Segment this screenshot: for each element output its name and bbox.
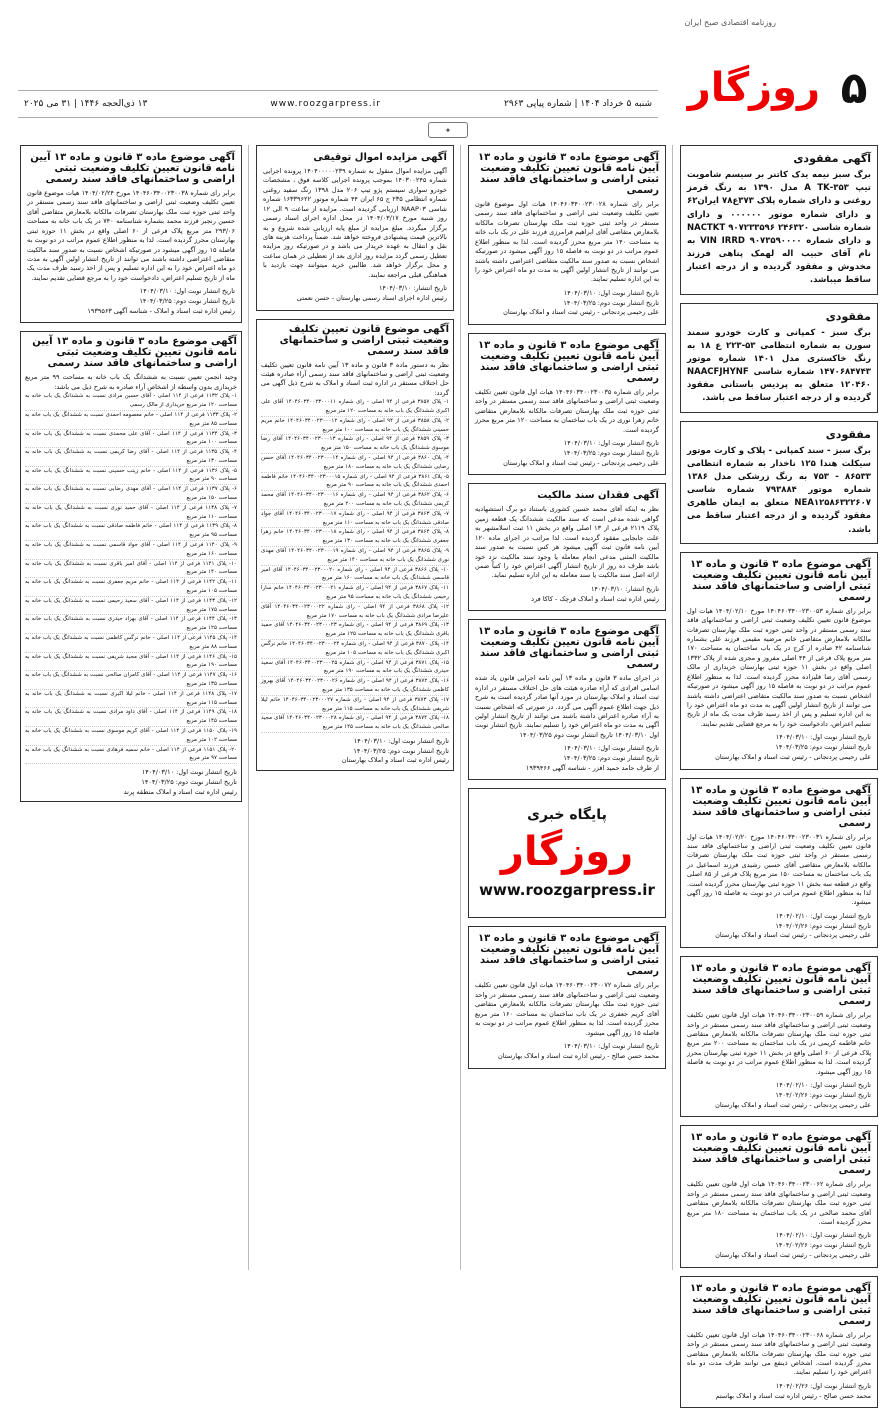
list-item: ۲- پلاک ۳۸۵۸ فرعی از ۹۴ اصلی - رای شماره ۱۴۰۴۶۰۳۴۰۰۲۳۰۰۰۱۲ خانم مریم حسینی ششدانگ یک باب خانه به مساحت ۱۰۰ متر مربع: [261, 417, 449, 436]
publish-date-2: تاریخ انتشار نوبت دوم: ۱۴۰۴/۰۳/۲۵: [139, 296, 235, 305]
publish-date-1: تاریخ انتشار نوبت اول: ۱۴۰۴/۰۳/۱۰: [775, 733, 871, 742]
date-persian: شنبه ۵ خرداد ۱۴۰۴: [580, 99, 652, 109]
list-item: ۱۳- پلاک ۱۱۴۴ فرعی از ۱۱۴ اصلی - آقای بهزاد حیدری نسبت به ششدانگ یک باب خانه به مساحت ۱۲۵ متر مربع: [25, 615, 237, 634]
notice-footer: [475, 744, 659, 773]
center-ornament-icon: ✦: [428, 122, 468, 138]
signer: محمد حسن صالح - رئیس اداره ثبت اسناد و املاک بهاستم: [715, 1391, 871, 1400]
publish-date-2: تاریخ انتشار نوبت دوم: ۱۴۰۴/۰۳/۲۵: [141, 777, 237, 786]
list-item: ۱۸- پلاک ۳۸۷۴ فرعی از ۹۴ اصلی - رای شماره ۱۴۰۴۶۰۳۴۰۰۲۳۰۰۰۲۸ آقای مجید صالحی ششدانگ یک باب خانه به مساحت ۱۴۵ متر مربع: [261, 714, 449, 733]
publish-date-1: تاریخ انتشار نوبت اول: ۱۴۰۴/۰۳/۱۰: [563, 744, 659, 753]
list-item: ۱- پلاک ۳۸۵۷ فرعی از ۹۴ اصلی - رای شماره ۱۴۰۴۶۰۳۴۰۰۲۳۰۰۰۱۱ آقای علی اکبری ششدانگ یک باب خانه به مساحت ۱۲۰ متر مربع: [261, 398, 449, 417]
rulings-list-notice: [256, 319, 454, 772]
notice-intro: وحید انجمن تعیین نسبت به ششدانگ یک باب خانه به مساحت ۹۹ متر مربع خریداری بدون واسطه از اشخاص آراء صادره به شرح ذیل می باشد:: [25, 373, 237, 391]
notice-body: برگ سبز نیمه یدک کاتنر بر سیسم شامویت تیپ ۳۵۳-A TK مدل ۱۳۹۰ به رنگ قرمز روغنی و دارای شماره پلاک ۳۷۳ع۷۸ ایران۶۲ و دارای شماره موتور ۰۰۰۰۰۰ و دارای شماره شاسی NACTKT ۹۰۷۲۳۳۵۹۶ ۲۴۶۳۲۰ و دارای شماره VIN IRRD ۹۰۷۳۵۹۰۰۰۰ به نام آقای حبیب اله لهمک پناهی فرزند مخدوش و مفقود گردیده و از درجه اعتبار ساقط میباشد.: [687, 170, 871, 286]
notice-footer: [475, 585, 659, 605]
notice-body: برابر رای شماره ۱۴۰۴۶۰۳۴۰۰۲۳۰۰۳۵ هیات اول قانون تعیین تکلیف وضعیت ثبتی اراضی و ساختمانهای فاقد سند رسمی مستقر در واحد ثبتی حوزه ثبت ملک بهارستان تصرفات مالکانه بلامعارض متقاضی خانم زهرا نوری در یک باب ساختمان به مساحت ۱۲۰ متر مربع محرز گردیده است.: [475, 388, 660, 434]
signer: رئیس اداره ثبت اسناد و املاک - شناسه آگهی ۱۹۳۹۵۶۳: [87, 306, 235, 315]
notice-body: برابر رای شماره ۱۴۰۴۶۰۳۴۰۰۲۳۰۰۵۳ مورخ ۱۴۰۴/۰۲/۱۰ هیات اول موضوع قانون تعیین تکلیف وضعیت ثبتی اراضی و ساختمانهای فاقد سند رسمی مستقر در واحد ثبتی حوزه ثبت ملک بهارستان تصرفات مالکانه بلامعارض متقاضی خانم مرضیه مقیمی فرزند علی بشماره شناسنامه ۴۲ صادره از کرج در یک باب ساختمان به مساحت ۱۷۰ متر مربع پلاک فرعی از ۴۴ اصلی مفروز و مجزی شده از پلاک ۱۳۳۲ اصلی واقع در بخش ۱۱ حوزه ثبتی بهارستان خریداری از مالک رسمی آقای رضا قلیزاده محرز گردیده است. لذا به منظور اطلاع عموم مراتب در دو نوبت به فاصله ۱۵ روز آگهی میشود در صورتیکه اشخاص نسبت به صدور سند مالکیت متقاضی اعتراضی داشته باشند می توانند از تاریخ انتشار اولین آگهی به مدت دو ماه اعتراض خود را به این اداره تسلیم و پس از اخذ رسید ظرف مدت یک ماه از تاریخ تسلیم اعتراض، دادخواست خود را به مرجع قضایی تقدیم نمایند.: [687, 606, 872, 728]
notice-footer: [261, 737, 449, 766]
notice-body: برابر رای شماره ۱۴۰۴۶۰۳۴۰۰۲۳۰۰۲۸ هیات اول موضوع قانون تعیین تکلیف وضعیت ثبتی اراضی و ساختمانهای فاقد سند رسمی مستقر در واحد ثبتی حوزه ثبت ملک بهارستان تصرفات مالکانه بلامعارض متقاضی آقای ابراهیم فرامرزی فرزند علی در یک باب خانه به مساحت ۱۴۰ متر مربع محرز گردیده است. لذا به منظور اطلاع عموم مراتب در دو نوبت به فاصله ۱۵ روز آگهی میشود در صورتیکه اشخاص نسبت به صدور سند مالکیت متقاضی اعتراضی داشته باشند می توانند از تاریخ انتشار اولین آگهی به مدت دو ماه اعتراض خود را به این اداره تسلیم نمایند.: [475, 200, 659, 284]
notice-title: آگهی موضوع ماده ۳ قانون و ماده ۱۳ آیین نامه قانون تعیین تکلیف وضعیت ثبتی اراضی و ساختمانهای فاقد سند رسمی: [690, 1132, 871, 1177]
notice-footer: [263, 284, 447, 304]
column-1: [680, 145, 878, 1400]
notice-footer: [687, 1231, 871, 1260]
signer: علی رحیمی پردنجانی - رئیس ثبت اسناد و املاک بهارستان: [715, 1100, 871, 1109]
brand-logo[interactable]: [678, 48, 878, 128]
publish-date-2: تاریخ انتشار نوبت دوم: ۱۴۰۴/۰۳/۲۵: [563, 448, 659, 457]
notice-body: برابر رای شماره ۱۴۰۴۶۰۳۴۰۰۲۳۰۰۷۲ هیات اول قانون تعیین تکلیف وضعیت ثبتی اراضی و ساختمانهای فاقد سند رسمی مستقر در واحد ثبتی حوزه ثبت ملک بهارستان تصرفات مالکانه بلامعارض متقاضی آقای کریم جعفری در یک باب ساختمان به مساحت ۱۶۰ متر مربع محرز گردیده است. لذا به منظور اطلاع عموم مراتب در دو نوبت به فاصله ۱۵ روز آگهی میشود.: [475, 981, 660, 1037]
publish-date-2: تاریخ انتشار نوبت دوم: ۱۴۰۴/۰۳/۲۵: [775, 743, 871, 752]
notice-body: برگ سبز - کمپانی و کارت خودرو سمند سورن به شماره انتظامی ۵۳-۲۲۳ ع ۱۸ به رنگ خاکستری مدل ۱۴۰۱ شماره موتور ۱۴۷۰۶۸۴۷۴۳ شماره شاسی NAACFJHYNF ۱۲۰۴۶۰ متعلق به پردیس باستانی مفقود گردیده و از درجه اعتبار ساقط می باشد.: [687, 327, 872, 404]
notice-body: برابر رای شماره ۱۴۰۴۶۰۳۴۰۰۲۳۰۰۶۸ هیات اول قانون تعیین تکلیف وضعیت ثبتی اراضی و ساختمانهای فاقد سند رسمی مستقر در واحد ثبتی حوزه ثبت ملک بهارستان تصرفات مالکانه بلامعارض متقاضی محرز گردیده است. اشخاص ذینفع می توانند ظرف مدت دو ماه اعتراض خود را تسلیم نمایند.: [687, 1330, 871, 1377]
list-item: ۱۳- پلاک ۳۸۶۹ فرعی از ۹۴ اصلی - رای شماره ۱۴۰۴۶۰۳۴۰۰۲۳۰۰۰۲۳ آقای حمید باقری ششدانگ یک باب خانه به مساحت ۱۲۵ متر مربع: [261, 621, 449, 640]
lost-notice: [680, 303, 878, 413]
notice-body: برابر رای شماره ۱۴۰۴۶۰۳۴۰۰۲۳۰۰۶۲ هیات اول قانون تعیین تکلیف وضعیت ثبتی اراضی و ساختمانهای فاقد سند رسمی مستقر در واحد ثبتی حوزه ثبت ملک بهارستان تصرفات مالکانه بلامعارض متقاضی آقای محمد صالحی در یک باب ساختمان به مساحت ۱۸۰ متر مربع محرز گردیده است.: [687, 1180, 872, 1227]
list-item: ۹- پلاک ۱۱۴۰ فرعی از ۱۱۴ اصلی - آقای جواد قاسمی نسبت به ششدانگ یک باب خانه به مساحت ۱۶۰ متر مربع: [25, 541, 237, 560]
notice-title: آگهی موضوع ماده ۳ قانون و ماده ۱۳ آیین نامه قانون تعیین تکلیف وضعیت ثبتی اراضی و ساختمانهای فاقد سند رسمی: [478, 933, 659, 978]
publish-date-1: تاریخ انتشار: ۱۴۰۴/۰۳/۱۰: [378, 284, 447, 293]
list-item: ۵- پلاک ۱۱۳۶ فرعی از ۱۱۴ اصلی - خانم زینب حسینی نسبت به ششدانگ یک باب خانه به مساحت ۹۰ متر مربع: [25, 467, 237, 486]
notice-title: آگهی موضوع ماده ۳ قانون و ماده ۱۳ آیین نامه قانون تعیین تکلیف وضعیت ثبتی اراضی و ساختمانهای فاقد سند رسمی: [690, 558, 871, 603]
publish-date-1: تاریخ انتشار نوبت اول: ۱۴۰۴/۰۲/۱۰: [775, 911, 871, 920]
list-item: ۳- پلاک ۱۱۳۴ فرعی از ۱۱۴ اصلی - آقای علی محمدی نسبت به ششدانگ یک باب خانه به مساحت ۱۰۰ متر مربع: [25, 430, 237, 449]
publish-date-1: تاریخ انتشار نوبت اول: ۱۴۰۴/۰۲/۱۰: [775, 1081, 871, 1090]
slogan: روزنامه اقتصادی صبح ایران: [684, 18, 776, 27]
registry-notice: [468, 333, 666, 475]
date-gregorian: ۳۱ می ۲۰۲۵: [24, 99, 72, 109]
promo-url[interactable]: www.roozgarpress.ir: [479, 881, 655, 900]
lost-deed-notice: [468, 483, 666, 611]
list-item: ۱۷- پلاک ۱۱۴۸ فرعی از ۱۱۴ اصلی - خانم لیلا اکبری نسبت به ششدانگ یک باب خانه به مساحت ۱۱۵ متر مربع: [25, 690, 237, 709]
registry-notice: [468, 926, 666, 1068]
notice-footer: [475, 289, 659, 318]
registry-notice: [680, 1125, 878, 1267]
column-divider: [460, 145, 461, 1270]
list-item: ۳- پلاک ۳۸۵۹ فرعی از ۹۴ اصلی - رای شماره ۱۴۰۴۶۰۳۴۰۰۲۳۰۰۰۱۳ آقای رضا موسوی ششدانگ یک باب خانه به مساحت ۱۵۰ متر مربع: [261, 435, 449, 454]
list-item: ۱۵- پلاک ۳۸۷۱ فرعی از ۹۴ اصلی - رای شماره ۱۴۰۴۶۰۳۴۰۰۲۳۰۰۰۲۵ آقای سعید حیدری ششدانگ یک باب خانه به مساحت ۱۹۰ متر مربع: [261, 659, 449, 678]
column-divider: [248, 145, 249, 1270]
notice-footer: [687, 912, 871, 941]
list-item: ۲- پلاک ۱۱۳۳ فرعی از ۱۱۴ اصلی - خانم معصومه احمدی نسبت به ششدانگ یک باب خانه به مساحت ۸۵ متر مربع: [25, 411, 237, 430]
list-item: ۷- پلاک ۳۸۶۳ فرعی از ۹۴ اصلی - رای شماره ۱۴۰۴۶۰۳۴۰۰۲۳۰۰۰۱۷ آقای جواد صادقی ششدانگ یک باب خانه به مساحت ۱۱۰ متر مربع: [261, 510, 449, 529]
publish-date-1: تاریخ انتشار نوبت اول: ۱۴۰۴/۰۳/۱۰: [141, 768, 237, 777]
notice-footer: [25, 768, 237, 797]
notice-title: آگهی موضوع ماده ۳ قانون و ماده ۱۳ آیین نامه قانون تعیین تکلیف وضعیت ثبتی اراضی و ساختمانهای فاقد سند رسمی: [32, 336, 237, 370]
notice-footer: [475, 1042, 659, 1062]
dates-other: ۱۳ ذی‌الحجه ۱۴۴۶ | ۳۱ می ۲۰۲۵: [24, 99, 148, 109]
notice-title: آگهی موضوع ماده ۳ قانون و ماده ۱۳ آیین نامه قانون تعیین تکلیف وضعیت ثبتی اراضی و ساختمانهای فاقد سند رسمی: [478, 152, 659, 196]
notice-title: آگهی موضوع ماده ۳ قانون و ماده ۱۳ آیین نامه قانون تعیین تکلیف وضعیت ثبتی اراضی و ساختمانهای فاقد سند رسمی: [690, 1282, 871, 1327]
list-item: ۱۲- پلاک ۱۱۴۳ فرعی از ۱۱۴ اصلی - آقای سعید رحیمی نسبت به ششدانگ یک باب خانه به مساحت ۱۷۵ متر مربع: [25, 597, 237, 616]
notice-footer: [687, 1081, 871, 1110]
list-item: ۱۶- پلاک ۱۱۴۷ فرعی از ۱۱۴ اصلی - آقای کامران صالحی نسبت به ششدانگ یک باب خانه به مساحت ۱۳۵ متر مربع: [25, 671, 237, 690]
list-item: ۱۲- پلاک ۳۸۶۸ فرعی از ۹۴ اصلی - رای شماره ۱۴۰۴۶۰۳۴۰۰۲۳۰۰۰۲۲ آقای علیرضا مرادی ششدانگ یک باب خانه به مساحت ۱۷۰ متر مربع: [261, 603, 449, 622]
list-item: ۱۱- پلاک ۱۱۴۲ فرعی از ۱۱۴ اصلی - خانم مریم جعفری نسبت به ششدانگ یک باب خانه به مساحت ۱۰۵ متر مربع: [25, 578, 237, 597]
notice-title: آگهی مزایده اموال توقیفی: [313, 152, 447, 163]
notice-title: آگهی موضوع ماده ۳ قانون و ماده ۱۳ آیین نامه قانون تعیین تکلیف وضعیت ثبتی اراضی و ساختمانهای فاقد سند رسمی: [30, 152, 235, 185]
list-item: ۵- پلاک ۳۸۶۱ فرعی از ۹۴ اصلی - رای شماره ۱۴۰۴۶۰۳۴۰۰۲۳۰۰۰۱۵ خانم فاطمه احمدی ششدانگ یک باب خانه به مساحت ۹۰ متر مربع: [261, 473, 449, 492]
registry-notice: [468, 619, 666, 780]
publish-date-2: تاریخ انتشار نوبت دوم: ۱۴۰۴/۰۲/۲۶: [775, 1090, 871, 1099]
list-item: ۱۰- پلاک ۱۱۴۱ فرعی از ۱۱۴ اصلی - آقای امیر باقری نسبت به ششدانگ یک باب خانه به مساحت ۱۴۰ متر مربع: [25, 560, 237, 579]
notice-body: نظر به اینکه آقای محمد حسین کشوری باستناد دو برگ استشهادیه گواهی شده مدعی است که سند مالکیت ششدانگ یک قطعه زمین پلاک ۲۱۱۹ فرعی از ۱۳ اصلی واقع در بخش ۱۱ ثبت اسلامشهر به علت جابجایی مفقود گردیده است. لذا مراتب در اجرای ماده ۱۲۰ آیین نامه قانون ثبت آگهی میشود هر کس نسبت به صدور سند مالکیت المثنی مدعی انجام معامله یا وجود سند مالکیت نزد خود باشد ظرف ده روز از تاریخ انتشار آگهی اعتراض خود را کتباً ضمن ارائه اصل سند مالکیت یا سند معامله به این اداره تسلیم نماید.: [475, 505, 660, 580]
issue-number: شماره پیاپی ۲۹۶۳: [504, 99, 572, 109]
registry-notice: [680, 778, 878, 949]
date-hijri: ۱۳ ذی‌الحجه ۱۴۴۶: [79, 99, 148, 109]
list-item: ۴- پلاک ۳۸۶۰ فرعی از ۹۴ اصلی - رای شماره ۱۴۰۴۶۰۳۴۰۰۲۳۰۰۰۱۴ آقای حسن رضایی ششدانگ یک باب خانه به مساحت ۱۸۰ متر مربع: [261, 454, 449, 473]
brand-name: [688, 65, 820, 111]
signer: رئیس اداره ثبت اسناد و املاک قرچک - کاکا فرد: [531, 594, 659, 603]
registry-notice: [20, 145, 242, 323]
publish-date-1: تاریخ انتشار نوبت اول: ۱۴۰۴/۰۳/۱۰: [563, 1042, 659, 1051]
list-item: ۱۸- پلاک ۱۱۴۹ فرعی از ۱۱۴ اصلی - آقای داود مرادی نسبت به ششدانگ یک باب خانه به مساحت ۱۴۵ متر مربع: [25, 708, 237, 727]
publish-date-1: تاریخ انتشار نوبت اول: ۱۴۰۴/۰۳/۱۰: [139, 287, 235, 296]
notice-title: آگهی موضوع قانون تعیین تکلیف وضعیت ثبتی اراضی و ساختمانهای فاقد سند رسمی: [279, 323, 449, 357]
list-item: ۱۵- پلاک ۱۱۴۶ فرعی از ۱۱۴ اصلی - آقای مجید شریفی نسبت به ششدانگ یک باب خانه به مساحت ۱۹۰ متر مربع: [25, 653, 237, 672]
registry-notice: [468, 145, 666, 325]
publish-date-2: تاریخ انتشار نوبت دوم: ۱۴۰۴/۰۳/۲۵: [563, 753, 659, 762]
promo-brand: [501, 829, 633, 875]
notice-footer: [687, 733, 871, 762]
list-item: ۱۴- پلاک ۱۱۴۵ فرعی از ۱۱۴ اصلی - خانم نرگس کاظمی نسبت به ششدانگ یک باب خانه به مساحت ۸۸ متر مربع: [25, 634, 237, 653]
signer: از طرف حامد حمید افزر - شناسه آگهی ۱۹۳۹۴۶۶: [525, 763, 659, 772]
masthead: [18, 18, 878, 133]
registry-notice: [680, 956, 878, 1117]
rulings-list: [25, 392, 237, 764]
list-item: ۴- پلاک ۱۱۳۵ فرعی از ۱۱۴ اصلی - آقای رضا کریمی نسبت به ششدانگ یک باب خانه به مساحت ۱۳۰ متر مربع: [25, 448, 237, 467]
notice-title: آگهی موضوع ماده ۳ قانون و ماده ۱۳ آیین نامه قانون تعیین تکلیف وضعیت ثبتی اراضی و ساختمانهای فاقد سند رسمی: [478, 340, 659, 385]
signer: علی رحیمی پردنجانی - رئیس ثبت اسناد و املاک بهارستان: [715, 752, 871, 761]
notice-title: مفقودی: [825, 309, 871, 323]
list-item: ۸- پلاک ۱۱۳۹ فرعی از ۱۱۴ اصلی - خانم فاطمه صادقی نسبت به ششدانگ یک باب خانه به مساحت ۹۵ متر مربع: [25, 522, 237, 541]
news-site-promo[interactable]: [468, 788, 666, 918]
notice-body: برگ سبز - سند کمپانی - پلاک و کارت موتور سیکلت هندا ۱۲۵ ناخدار به شماره انتظامی ۸۶۵۳۳ - ۷۵۳ به رنگ زرشکی مدل ۱۳۸۶ شماره موتور ۷۹۳۸۸۴ شماره شاسی NEA۱۲۵۸۶۳۲۲۶۰۷ متعلق به ایمان طاهری مفقود گردیده و از درجه اعتبار ساقط می باشد.: [687, 445, 871, 535]
publish-date-2: تاریخ انتشار نوبت دوم: ۱۴۰۴/۰۳/۲۵: [563, 298, 659, 307]
notice-footer: [475, 439, 659, 468]
column-2: [468, 145, 666, 1270]
registry-notice: [680, 1276, 878, 1408]
notice-footer: [687, 1382, 871, 1402]
publish-date-2: تاریخ انتشار نوبت دوم: ۱۴۰۴/۰۳/۲۵: [353, 746, 449, 755]
publish-date-1: تاریخ انتشار نوبت اول: ۱۴۰۴/۰۳/۱۰: [563, 439, 659, 448]
signer: رئیس اداره ثبت اسناد و املاک بهارستان: [341, 756, 449, 765]
list-item: ۲۰- پلاک ۱۱۵۱ فرعی از ۱۱۴ اصلی - خانم سمیه فرهادی نسبت به ششدانگ یک باب خانه به مساحت ۹۷ متر مربع: [25, 746, 237, 765]
signer: علی رحیمی پردنجانی - رئیس ثبت اسناد و املاک بهارستان: [715, 1250, 871, 1259]
issue-bar: [18, 90, 658, 118]
notice-title: آگهی فقدان سند مالکیت: [537, 490, 659, 502]
list-item: ۹- پلاک ۳۸۶۵ فرعی از ۹۴ اصلی - رای شماره ۱۴۰۴۶۰۳۴۰۰۲۳۰۰۰۱۹ آقای مهدی نوری ششدانگ یک باب خانه به مساحت ۱۴۰ متر مربع: [261, 547, 449, 566]
column-3: [256, 145, 454, 1270]
list-item: ۱۱- پلاک ۳۸۶۷ فرعی از ۹۴ اصلی - رای شماره ۱۴۰۴۶۰۳۴۰۰۲۳۰۰۰۲۱ خانم سارا رحیمی ششدانگ یک باب خانه به مساحت ۹۵ متر مربع: [261, 584, 449, 603]
rulings-list: [261, 398, 449, 733]
publish-date-1: تاریخ انتشار نوبت اول: ۱۴۰۴/۰۳/۱۰: [353, 736, 449, 745]
notice-title: آگهی موضوع ماده ۳ قانون و ماده ۱۳ آیین نامه قانون تعیین تکلیف وضعیت ثبتی اراضی و ساختمانهای فاقد سند رسمی: [478, 626, 659, 671]
notice-title: آگهی موضوع ماده ۳ قانون و ماده ۱۳ آیین نامه قانون تعیین تکلیف وضعیت ثبتی اراضی و ساختمانهای فاقد سند رسمی: [690, 963, 871, 1008]
issue-date: شنبه ۵ خرداد ۱۴۰۴ | شماره پیاپی ۲۹۶۳: [504, 99, 652, 109]
notice-title: آگهی موضوع ماده ۳ قانون و ماده ۱۳ آیین نامه قانون تعیین تکلیف وضعیت ثبتی اراضی و ساختمانهای فاقد سند رسمی: [690, 784, 871, 829]
notice-body: برابر رای شماره ۱۴۰۴۶۰۳۴۰۰۲۳۰۰۵۹ هیات اول قانون تعیین تکلیف وضعیت ثبتی اراضی و ساختمانهای فاقد سند رسمی مستقر در واحد ثبتی حوزه ثبت ملک بهارستان تصرفات مالکانه بلامعارض متقاضی خانم فاطمه کریمی در یک باب ساختمان به مساحت ۲۰۰ متر مربع پلاک فرعی از ۶۰ اصلی واقع در بخش ۱۱ حوزه ثبتی بهارستان محرز گردیده است. لذا به منظور اطلاع عموم مراتب در دو نوبت به فاصله ۱۵ روز آگهی میشود.: [687, 1011, 872, 1076]
promo-brand-text: روزگار: [500, 829, 634, 876]
notice-footer: [27, 287, 235, 316]
auction-notice: [256, 145, 454, 311]
list-item: ۶- پلاک ۱۱۳۷ فرعی از ۱۱۴ اصلی - آقای مهدی رضایی نسبت به ششدانگ یک باب خانه به مساحت ۱۵۰ متر مربع: [25, 485, 237, 504]
publish-date-1: تاریخ انتشار: ۱۴۰۴/۰۳/۱۰: [590, 584, 659, 593]
signer: علی رحیمی پردنجانی - رئیس ثبت اسناد و املاک بهارستان: [503, 458, 659, 467]
notice-title: آگهی مفقودی: [793, 152, 871, 165]
publish-date-1: تاریخ انتشار نوبت اول: ۱۴۰۴/۰۲/۲۶: [775, 1381, 871, 1390]
notice-body: در اجرای ماده ۳ قانون و ماده ۱۳ آیین نامه اجرایی قانون یاد شده اسامی افرادی که آراء صادره هیئت های حل اختلاف مستقر در اداره ثبت اسناد و املاک بهارستان در مورد آنها صادر گردیده است به شرح ذیل جهت اطلاع عموم آگهی می گردد. در صورتی که اشخاص نسبت به آراء صادره اعتراض داشته باشند می توانند از تاریخ انتشار اولین آگهی به مدت دو ماه اعتراض خود را تسلیم نمایند. تاریخ انتشار نوبت اول ۱۴۰۴/۰۳/۱۰ تاریخ انتشار نوبت دوم ۱۴۰۴/۰۳/۲۵: [475, 674, 659, 739]
brand-text: روزگار: [687, 65, 820, 111]
notice-body: برابر رای شماره ۱۴۰۴۶۰۳۴۰۰۲۳۰۰۳۸ مورخ ۱۴۰۴/۰۲/۲۴ هیات موضوع قانون تعیین تکلیف وضعیت ثبتی اراضی و ساختمانهای فاقد سند رسمی مستقر در واحد ثبتی حوزه ثبت ملک بهارستان تصرفات مالکانه بلامعارض متقاضی آقای حسین رنجبر فرزند محمد بشماره شناسنامه ۷۴۰ در یک باب خانه به مساحت ۲۹۳/۰۶ متر مربع پلاک فرعی از ۶۰ اصلی واقع در بخش ۱۱ حوزه ثبتی بهارستان محرز گردیده است. لذا به منظور اطلاع عموم مراتب در دو نوبت به فاصله ۱۵ روز آگهی میشود در صورتیکه اشخاص نسبت به صدور سند مالکیت متقاضی اعتراضی داشته باشند می توانند از تاریخ انتشار اولین آگهی به مدت دو ماه اعتراض خود را به این اداره تسلیم و پس از اخذ رسید ظرف مدت یک ماه از تاریخ تسلیم اعتراض، دادخواست خود را به مرجع قضایی تقدیم نمایند.: [27, 189, 236, 282]
list-item: ۱۴- پلاک ۳۸۷۰ فرعی از ۹۴ اصلی - رای شماره ۱۴۰۴۶۰۳۴۰۰۲۳۰۰۰۲۴ خانم نرگس اکبری ششدانگ یک باب خانه به مساحت ۱۰۵ متر مربع: [261, 640, 449, 659]
promo-title: پایگاه خبری: [527, 807, 607, 824]
publish-date-1: تاریخ انتشار نوبت اول: ۱۴۰۴/۰۳/۱۰: [563, 288, 659, 297]
lost-notice: [680, 421, 878, 544]
notice-body: برابر رای شماره ۱۴۰۴۶۰۳۴۰۰۲۳۰۰۳۱ مورخ ۱۴۰۴/۰۲/۲۰ هیات اول قانون تعیین تکلیف وضعیت ثبتی اراضی و ساختمانهای فاقد سند رسمی مستقر در واحد ثبتی حوزه ثبت ملک بهارستان تصرفات مالکانه بلامعارض متقاضی آقای حسین رشیدی فرزند اسماعیل در یک باب ساختمان به مساحت ۱۵۰ متر مربع پلاک فرعی از ۸۵ اصلی واقع در قطعه سه بخش ۱۱ حوزه ثبتی بهارستان محرز گردیده است. لذا به منظور اطلاع عموم مراتب در دو نوبت به فاصله ۱۵ روز آگهی میشود.: [687, 832, 872, 907]
signer: علی رحیمی پردنجانی - رئیس ثبت اسناد و املاک بهارستان: [715, 931, 871, 940]
site-url[interactable]: www.roozgarpress.ir: [270, 99, 381, 109]
lost-notice: [680, 145, 878, 295]
notice-title: مفقودی: [825, 427, 871, 441]
list-item: ۱- پلاک ۱۱۳۲ فرعی از ۱۱۴ اصلی - آقای حسین مرادی نسبت به ششدانگ یک باب خانه به مساحت ۱۲۰ متر مربع خریداری از مالک رسمی: [25, 392, 237, 411]
signer: علی رحیمی پردنجانی - رئیس ثبت اسناد و املاک بهارستان: [503, 308, 659, 317]
notice-body: آگهی مزایده اموال منقول به شماره ۱۴۰۴۰۰۰۰۰۲۳۹ پرونده اجرایی شماره ۱۴۰۳۰۰۲۴۵ بموجب پرونده اجرایی کلاسه فوق ، مشخصات خودرو سواری سیستم پژو تیپ ۲۰۶ مدل ۱۳۹۸ رنگ سفید روغنی شماره انتظامی ۲۳۵ ج ۶۵ ایران ۴۴ شماره موتور ۱۶۳۳۹۶۲۲ شماره شاسی NAAP۰۳ ارزیابی گردیده است. مزایده از ساعت ۹ الی ۱۲ روز شنبه مورخ ۱۴۰۴/۰۳/۱۷ در محل اداره اجرای اسناد رسمی برگزار میگردد. مبلغ مزایده از مبلغ پایه ارزیابی شده شروع و به بالاترین قیمت پیشنهادی فروخته خواهد شد. ضمناً پرداخت هزینه های نقل و انتقال به عهده خریدار می باشد و در صورتیکه روز مزایده تعطیل رسمی گردد مزایده روز اداری بعد از تعطیلی در همان ساعت و محل برگزار خواهد شد. طالبین خرید میتوانند جهت بازدید با هماهنگی قبلی مراجعه نمایند.: [263, 167, 448, 279]
rulings-list-notice: [20, 331, 242, 802]
column-divider: [672, 145, 673, 1270]
list-item: ۸- پلاک ۳۸۶۴ فرعی از ۹۴ اصلی - رای شماره ۱۴۰۴۶۰۳۴۰۰۲۳۰۰۰۱۸ خانم زهرا جعفری ششدانگ یک باب خانه به مساحت ۱۳۰ متر مربع: [261, 528, 449, 547]
list-item: ۶- پلاک ۳۸۶۲ فرعی از ۹۴ اصلی - رای شماره ۱۴۰۴۶۰۳۴۰۰۲۳۰۰۰۱۶ آقای محمد کریمی ششدانگ یک باب خانه به مساحت ۲۰۰ متر مربع: [261, 491, 449, 510]
list-item: ۷- پلاک ۱۱۳۸ فرعی از ۱۱۴ اصلی - آقای حمید نوری نسبت به ششدانگ یک باب خانه به مساحت ۱۱۰ متر مربع: [25, 504, 237, 523]
list-item: ۱۶- پلاک ۳۸۷۲ فرعی از ۹۴ اصلی - رای شماره ۱۴۰۴۶۰۳۴۰۰۲۳۰۰۰۲۶ آقای بهروز کاظمی ششدانگ یک باب خانه به مساحت ۱۳۵ متر مربع: [261, 677, 449, 696]
registry-notice: [680, 552, 878, 770]
signer: محمد حسن صالح - رئیس اداره ثبت اسناد و املاک بهارستان: [498, 1051, 659, 1060]
publish-date-2: تاریخ انتشار نوبت دوم: ۱۴۰۴/۰۲/۲۶: [775, 921, 871, 930]
publish-date-2: تاریخ انتشار نوبت دوم: ۱۴۰۴/۰۲/۲۶: [775, 1241, 871, 1250]
list-item: ۱۰- پلاک ۳۸۶۶ فرعی از ۹۴ اصلی - رای شماره ۱۴۰۴۶۰۳۴۰۰۲۳۰۰۰۲۰ آقای امیر قاسمی ششدانگ یک باب خانه به مساحت ۱۶۰ متر مربع: [261, 566, 449, 585]
notice-intro: نظر به دستور ماده ۳ قانون و ماده ۱۳ آیین نامه قانون تعیین تکلیف وضعیت ثبتی اراضی و ساختمانهای فاقد سند رسمی آراء صادره هیئت حل اختلاف مستقر در اداره ثبت اسناد و املاک به شرح ذیل آگهی می گردد:: [261, 360, 449, 397]
ads-page: [18, 145, 878, 1400]
page-number: ۵: [840, 62, 868, 114]
list-item: ۱۷- پلاک ۳۸۷۳ فرعی از ۹۴ اصلی - رای شماره ۱۴۰۴۶۰۳۴۰۰۲۳۰۰۰۲۷ خانم لیلا شریفی ششدانگ یک باب خانه به مساحت ۱۱۵ متر مربع: [261, 696, 449, 715]
publish-date-1: تاریخ انتشار نوبت اول: ۱۴۰۴/۰۲/۱۰: [775, 1231, 871, 1240]
list-item: ۱۹- پلاک ۱۱۵۰ فرعی از ۱۱۴ اصلی - آقای کریم موسوی نسبت به ششدانگ یک باب خانه به مساحت ۱۰۲ متر مربع: [25, 727, 237, 746]
column-4: [20, 145, 242, 1270]
signer: رئیس اداره ثبت اسناد و املاک منطقه پرند: [123, 787, 237, 796]
signer: رئیس اداره اجرای اسناد رسمی بهارستان - حسن نعمتی: [296, 293, 447, 302]
